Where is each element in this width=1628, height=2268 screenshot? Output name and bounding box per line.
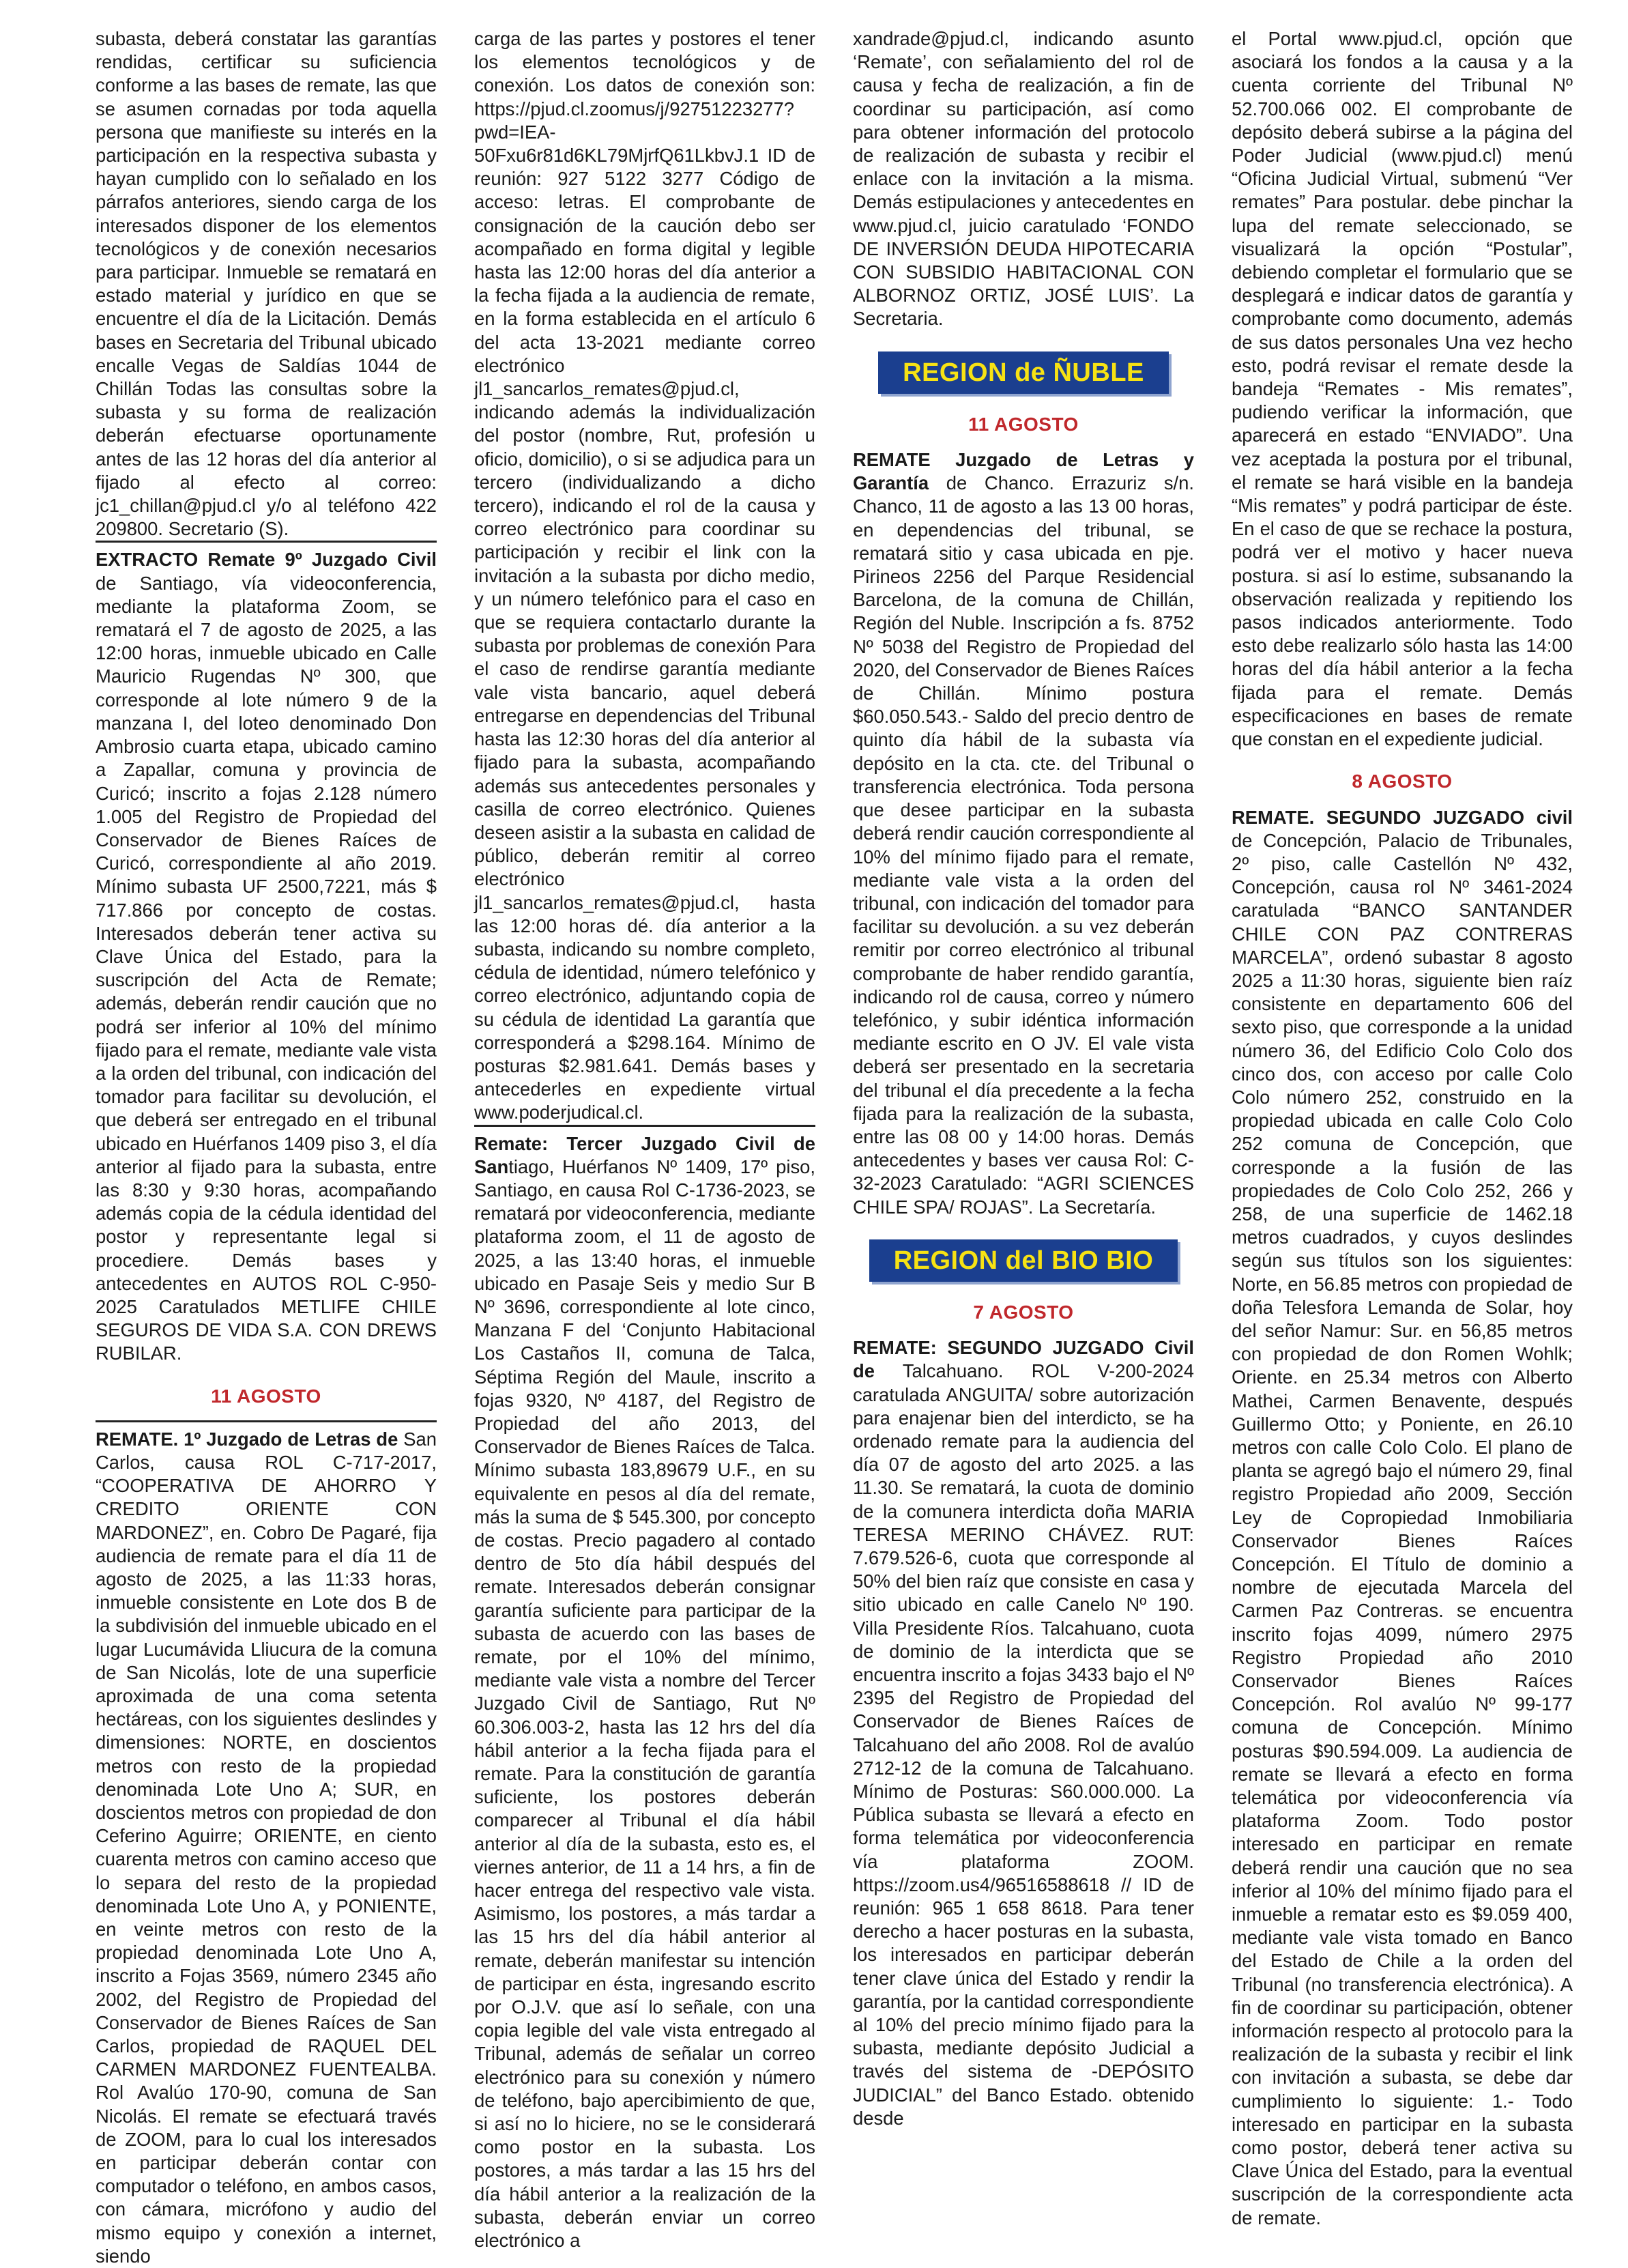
date-heading: 11 AGOSTO (211, 1385, 321, 1407)
notice-talcahuano (853, 1336, 1194, 2130)
notice-body: tiago, Huérfanos Nº 1409, 17º piso, Santiago, en causa Rol C-1736-2023, se rematará por videoconferencia, mediante plataforma zoom, el 11 de agosto de 2025, a las 13:40 horas, el inmueble ubicado en Pasaje Seis y medio Sur B Nº 3696, correspondiente al lote cinco, Manzana F del ‘Conjunto Habitacional Los Castaños II, comuna de Talca, Séptima Región del Maule, inscrito a fojas 9320, Nº 4187, del Registro de Propiedad del año 2013, del Conservador de Bienes Raíces de Talca. Mínimo subasta 183,89679 U.F., en su equivalente en pesos al día del remate, más la suma de $ 545.300, por concepto de costas. Precio pagadero al contado dentro de 5to día hábil después del remate. Interesados deberán consignar garantía suficiente para participar de la subasta de acuerdo con las bases de remate, por el 10% del mínimo, mediante vale vista a nombre del Tercer Juzgado Civil de Santiago, Rut Nº 60.306.003-2, hasta las 12 hrs del día hábil anterior a la fecha fijada para el remate. Para la constitución de garantía suficiente, los postores deberán comparecer al Tribunal el día hábil anterior al día de la subasta, esto es, el viernes anterior, de 11 a 14 hrs, a fin de hacer entrega del respectivo vale vista. Asimismo, los postores, a más tardar a las 15 hrs del día hábil anterior al remate, deberán manifestar su intención de participar en ésta, ingresando escrito por O.J.V. que así lo señale, con una copia legible del vale vista entregado al Tribunal, además de señalar un correo electrónico para su conexión y número de teléfono, bajo apercibimiento de que, si así no lo hiciere, no se le considerará como postor en la subasta. Los postores, a más tardar a las 15 hrs del día hábil anterior a la realización de la subasta, deberán enviar un correo electrónico a (474, 1155, 815, 2252)
notice-continuation: el Portal www.pjud.cl, opción que asociará los fondos a la causa y a la cuenta corriente del Tribunal Nº 52.700.066 002. El comprobante de depósito deberá subirse a la página del Poder Judicial (www.pjud.cl) menú “Oficina Judicial Virtual, submenú “Ver remates” Para postular. debe pinchar la lupa del remate seleccionado, se visualizará la opción “Postular”, debiendo completar el formulario que se desplegará e indicar datos de garantía y comprobante como documento, además de sus datos personales Una vez hecho esto, podrá revisar el remate desde la bandeja “Remates - Mis remates”, pudiendo verificar la información, que aparecerá en estado “ENVIADO”. Una vez aceptada la postura por el tribunal, el remate se hará visible en la bandeja “Mis remates” y podrá participar de éste. En el caso de que se rechace la postura, podrá ver el motivo y hacer nueva postura. si así lo estime, subsanando la observación realizada y repitiendo los pasos indicados anteriormente. Todo esto debe realizarlo sólo hasta las 14:00 horas del día hábil anterior a la fecha fijada para el remate. Demás especificaciones en bases de remate que constan en el expediente judicial. (1232, 28, 1573, 750)
notice-body: Talcahuano. ROL V-200-2024 caratulada ANGUITA/ sobre autorización para enajenar bien del interdicto, se ha ordenado remate para la audiencia del día 07 de agosto del arto 2025. a las 11.30. Se rematará, la cuota de dominio de la comunera interdicta doña MARIA TERESA MERINO CHÁVEZ. RUT: 7.679.526-6, cuota que corresponde al 50% del bien raíz que consiste en casa y sitio ubicado en calle Canelo Nº 190. Villa Presidente Ríos. Talcahuano, cuota de dominio de la interdicta que se encuentra inscrito a fojas 3433 bajo el Nº 2395 del Registro de Propiedad del Conservador de Bienes Raíces de Talcahuano del año 2008. Rol de avalúo 2712-12 de la comuna de Talcahuano. Mínimo de Posturas: S60.000.000. La Pública subasta se llevará a efecto en forma telemática por videoconferencia vía plataforma ZOOM. https://zoom.us4/96516588618 // ID de reunión: 965 1 658 8618. Para tener derecho a hacer posturas en la subasta, los interesados en participar deberán tener clave única del Estado y rendir la garantía, por la cantidad correspondiente al 10% del precio mínimo fijado para la subasta, mediante depósito Judicial a través del sistema de -DEPÓSITO JUDICIAL” del Banco Estado. obtenido desde (853, 1360, 1194, 2129)
date-heading: 8 AGOSTO (1352, 771, 1453, 792)
notice-chanco (853, 448, 1194, 1219)
notice-continuation: xandrade@pjud.cl, indicando asunto ‘Remate’, con señalamiento del rol de causa y fecha de realización, a fin de coordinar su participación, así como para obtener información del protocolo de realización de subasta y recibir el enlace con la invitación a la misma. Demás estipulaciones y antecedentes en www.pjud.cl, juicio caratulado ‘FONDO DE INVERSIÓN DEUDA HIPOTECARIA CON SUBSIDIO HABITACIONAL CON ALBORNOZ ORTIZ, JOSÉ LUIS’. La Secretaria. (853, 28, 1194, 330)
notice-lead: REMATE: SEGUNDO JUZGADO Civil de (853, 1337, 1194, 1382)
region-title: REGION del BIO BIO (869, 1239, 1178, 1282)
notice-lead: EXTRACTO Remate 9º Juzgado Civil (96, 549, 437, 571)
region-banner-nuble (853, 351, 1194, 394)
date-heading: 11 AGOSTO (968, 413, 1079, 435)
column-1 (96, 27, 437, 2267)
column-3 (853, 27, 1194, 2205)
notice-continuation: carga de las partes y postores el tener los elementos tecnológicos y de conexión. Los datos de conexión son: https://pjud.cl.zoomus/j/92751223277?pwd=IEA-50Fxu6r81d6KL79MjrfQ61LkbvJ.1 ID de reunión: 927 5122 3277 Código de acceso: letras. El comprobante de consignación de la caución debo ser acompañado en forma digital y legible hasta las 12:00 horas del día anterior a la fecha fijada a la audiencia de remate, en la forma establecida en el artículo 6 del acta 13-2021 mediante correo electrónico jl1_sancarlos_remates@pjud.cl, indicando además la individualización del postor (nombre, Rut, profesión u oficio, domicilio), o si se adjudica para un tercero (individualizando a dicho tercero), indicando el rol de la causa y correo electrónico para coordinar su participación y recibir el link con la invitación a la subasta por dicho medio, y un número telefónico para el caso en que se requiera contactarlo durante la subasta por problemas de conexión Para el caso de rendirse garantía mediante vale vista bancario, aquel deberá entregarse en dependencias del Tribunal hasta las 12:30 horas del día anterior al fijado para la subasta, acompañando además sus antecedentes personales y casilla de correo electrónico. Quienes deseen asistir a la subasta en calidad de público, deberán remitir al correo electrónico jl1_sancarlos_remates@pjud.cl, hasta las 12:00 horas dé. día anterior a la subasta, indicando su nombre completo, cédula de identidad, número telefónico y correo electrónico, adjuntando copia de su cédula de identidad La garantía que corresponderá a $298.164. Mínimo de posturas $2.981.641. Demás bases y antecederles en expediente virtual www.poderjudical.cl. (474, 28, 815, 1123)
notice-body: de Santiago, vía videoconferencia, mediante la plataforma Zoom, se rematará el 7 de agosto de 2025, a las 12:00 horas, inmueble ubicado en Calle Mauricio Rugendas Nº 300, que corresponde al lote número 9 de la manzana I, del loteo denominado Don Ambrosio cuarta etapa, ubicado camino a Zapallar, comuna y provincia de Curicó; inscrito a fojas 2.128 número 1.005 del Registro de Propiedad del Conservador de Bienes Raíces de Curicó, correspondiente al año 2019. Mínimo subasta UF 2500,7221, más $ 717.866 por concepto de costas. Interesados deberán tener activa su Clave Única del Estado, para la suscripción del Acta de Remate; además, deberán rendir caución que no podrá ser inferior al 10% del mínimo fijado para el remate, mediante vale vista a la orden del tribunal, con indicación del tomador para facilitar su devolución, el que deberá ser entregado en el tribunal ubicado en Huérfanos 1409 piso 3, el día anterior al fijado para la subasta, entre las 8:30 y 9:30 horas, acompañando además copia de la cédula identidad del postor y representante legal si procediere. Demás bases y antecedentes en AUTOS ROL C-950-2025 Caratulados METLIFE CHILE SEGUROS DE VIDA S.A. CON DREWS RUBILAR. (96, 572, 437, 1364)
notice-lead: REMATE Juzgado de Letras y Garantía (853, 449, 1194, 494)
date-heading: 7 AGOSTO (973, 1301, 1074, 1323)
notice-body: de Concepción, Palacio de Tribunales, 2º piso, calle Castellón Nº 432, Concepción, causa rol Nº 3461-2024 caratulada “BANCO SANTANDER CHILE CON PAZ CONTRERAS MARCELA”, ordenó subastar 8 agosto 2025 a 11:30 horas, siguiente bien raíz consistente en departamento 606 del sexto piso, que corresponde a la unidad número 36, del Edificio Colo Colo dos cinco dos, con acceso por calle Colo Colo número 252, construido en la propiedad ubicada en calle Colo Colo 252 comuna de Concepción, que corresponde a la fusión de las propiedades de Colo Colo 252, 266 y 258, de una superficie de 1462.18 metros cuadrados, y cuyos deslindes según sus títulos son los siguientes: Norte, en 56.85 metros con propiedad de doña Telesfora Lemanda de Solar, hoy del señor Namur: Sur. en 56,85 metros con propiedad de don Romen Wohlk; Oriente. en 25.34 metros con Alberto Mathei, Carmen Benavente, después Guillermo Otto; y Poniente, en 26.10 metros con calle Colo Colo. El plano de planta se agregó bajo el número 29, final registro Propiedad año 2009, Sección Ley de Copropiedad Inmobiliaria Conservador Bienes Raíces Concepción. El Título de dominio a nombre de ejecutada Marcela del Carmen Paz Contreras. se encuentra inscrito fojas 4099, número 2975 Registro Propiedad año 2010 Conservador Bienes Raíces Concepción. Rol avalúo Nº 99-177 comuna de Concepción. Mínimo posturas $90.594.009. La audiencia de remate se llevará a efecto en forma telemática por videoconferencia vía plataforma Zoom. Todo postor interesado en participar en remate deberá rendir una caución que no sea inferior al 10% del mínimo fijado para el inmueble a rematar esto es $9.059 400, mediante vale vista tomado en Banco del Estado de Chile a la orden del Tribunal (no transferencia electrónica). A fin de coordinar su participación, obtener información respecto al protocolo para la realización de la subasta y recibir el link con invitación a subasta, se debe dar cumplimiento lo siguiente: 1.- Todo interesado en participar en la subasta como postor, deberá tener activa su Clave Única del Estado, para la eventual suscripción de la correspondiente acta de remate. (1232, 829, 1573, 2228)
notice-continuation: subasta, deberá constatar las garantías rendidas, certificar su suficiencia conforme a las bases de remate, las que se asumen cornadas por toda aquella persona que manifieste su interés en la participación en la respectiva subasta y hayan cumplido con lo señalado en los párrafos anteriores, siendo carga de los interesados disponer de los elementos tecnológicos y de conexión necesarios para participar. Inmueble se rematará en estado material y jurídico en que se encuentre el día de la Licitación. Demás bases en Secretaria del Tribunal ubicado encalle Vegas de Saldías 1044 de Chillán Todas las consultas sobre la subasta y su forma de realización deberán efectuarse oportunamente antes de las 12 horas del día anterior al fijado al efecto al correo: jc1_chillan@pjud.cl y/o al teléfono 422 209800. Secretario (S). (96, 28, 437, 540)
notice-concepcion (1232, 806, 1573, 2230)
region-title: REGION de ÑUBLE (878, 351, 1169, 394)
column-4 (1232, 27, 1573, 2228)
notice-san-carlos (96, 1420, 437, 2268)
region-banner-bio-bio (853, 1239, 1194, 1282)
notice-body: de Chanco. Errazuriz s/n. Chanco, 11 de agosto a las 13 00 horas, en dependencias del tribunal, se rematará sitio y casa ubicada en pje. Pirineos 2256 del Parque Residencial Barcelona, de la comuna de Chillán, Región del Nuble. Inscripción a fs. 8752 Nº 5038 del Registro de Propiedad del 2020, del Conservador de Bienes Raíces de Chillán. Mínimo postura $60.050.543.- Saldo del precio dentro de quinto día hábil de la subasta vía depósito en la cta. cte. del Tribunal o transferencia electrónica. Toda persona que desee participar en la subasta deberá rendir caución correspondiente al 10% del mínimo fijado para el remate, mediante vale vista a la orden del tribunal, con indicación del tomador para facilitar su devolución. a su vez deberán remitir por correo electrónico al tribunal comprobante de haber rendido garantía, indicando rol de causa, correo y número telefónico, y subir idéntica información mediante escrito en O JV. El vale vista deberá ser presentado en la secretaria del tribunal el día precedente a la fecha fijada para la realización de la subasta, entre las 08 00 y 14:00 horas. Demás antecedentes y bases ver causa Rol: C-32-2023 Caratulado: “AGRI SCIENCES CHILE SPA/ ROJAS”. La Secretaría. (853, 472, 1194, 1218)
notice-lead: REMATE. 1º Juzgado de Letras de (96, 1428, 398, 1450)
notice-lead: Remate: Tercer Juzgado Civil de San (474, 1132, 815, 1177)
notice-tercer-juzgado (474, 1125, 815, 2253)
notice-9-juzgado-civil (96, 541, 437, 1365)
notice-body: San Carlos, causa ROL C-717-2017, “COOPERATIVA DE AHORRO Y CREDITO ORIENTE CON MARDONEZ”, en. Cobro De Pagaré, fija audiencia de remate para el día 11 de agosto de 2025, a las 11:33 horas, inmueble consistente en Lote dos B de la subdivisión del inmueble ubicado en el lugar Lucumávida Lliucura de la comuna de San Nicolás, lote de una superficie aproximada de una coma setenta hectáreas, con los siguientes deslindes y dimensiones: NORTE, en doscientos metros con resto de la propiedad denominada Lote Uno A; SUR, en doscientos metros con propiedad de don Ceferino Aguirre; ORIENTE, en ciento cuarenta metros con camino acceso que lo separa del resto de la propiedad denominada Lote Uno A, y PONIENTE, en veinte metros con resto de la propiedad denominada Lote Uno A, inscrito a Fojas 3569, número 2345 año 2002, del Registro de Propiedad del Conservador de Bienes Raíces de San Carlos, propiedad de RAQUEL DEL CARMEN MARDONEZ FUENTEALBA. Rol Avalúo 170-90, comuna de San Nicolás. El remate se efectuará través de ZOOM, para lo cual los interesados en participar deberán contar con computador o teléfono, en ambos casos, con cámara, micrófono y audio del mismo equipo y conexión a internet, siendo (96, 1428, 437, 2267)
notice-lead: REMATE. SEGUNDO JUZGADO civil (1232, 806, 1573, 828)
column-2 (474, 27, 815, 2252)
